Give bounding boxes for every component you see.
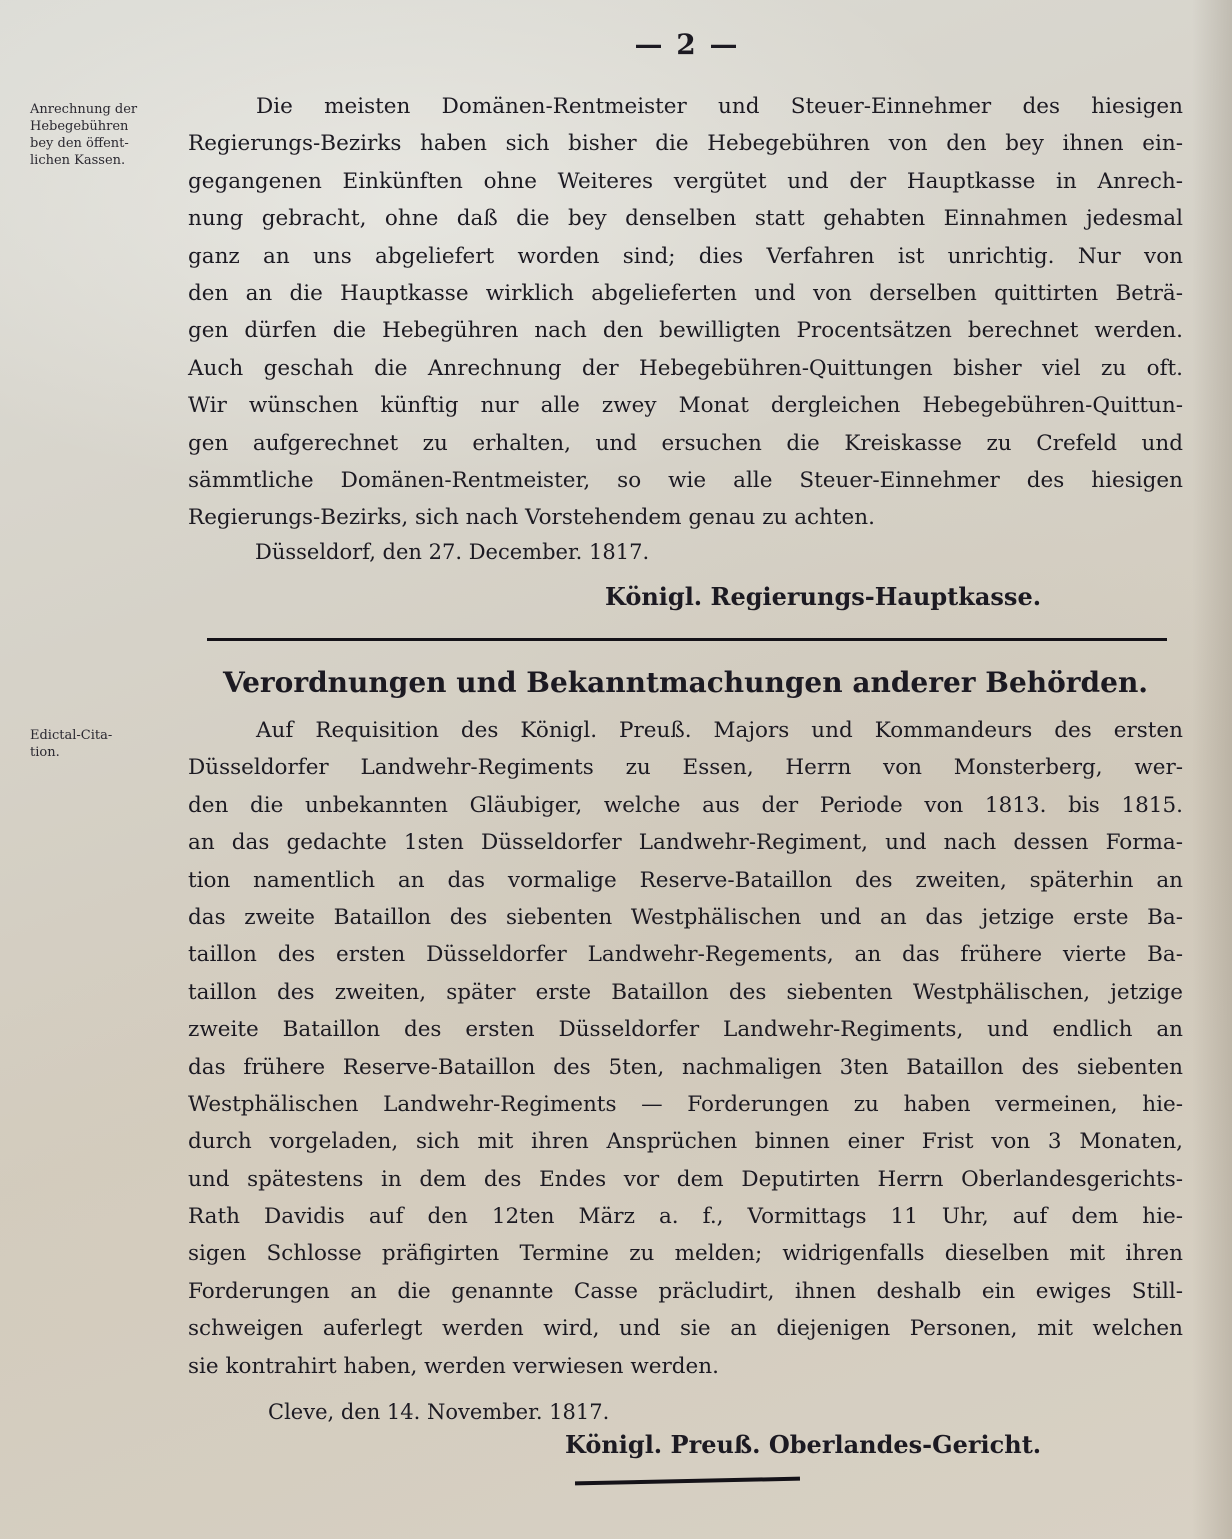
text-line: nung gebracht, ohne daß die bey denselben statt gehabten Einnahmen jedesmal — [188, 206, 1183, 232]
paragraph-hebegebuehren — [188, 88, 1183, 537]
text-line: den an die Hauptkasse wirklich abgelieferten und von derselben quittirten Beträ- — [188, 280, 1183, 306]
text-line: Auch geschah die Anrechnung der Hebegebühren-Quittungen bisher viel zu oft. — [188, 355, 1183, 381]
text-line: taillon des zweiten, später erste Bataillon des siebenten Westphälischen, jetzige — [188, 979, 1183, 1005]
margin-note-line: bey den öffent- — [30, 136, 129, 151]
text-line: Westphälischen Landwehr-Regiments — Forderungen zu haben vermeinen, hie- — [188, 1091, 1183, 1117]
text-line: Die meisten Domänen-Rentmeister und Steuer-Einnehmer des hiesigen — [256, 94, 1183, 119]
margin-note-anrechnung — [30, 101, 180, 169]
page-number: — 2 — — [634, 28, 740, 61]
closing-rule — [575, 1477, 800, 1486]
text-line: gen dürfen die Hebegühren nach den bewilligten Procentsätzen berechnet werden. — [188, 318, 1183, 344]
text-line: sämmtliche Domänen-Rentmeister, so wie alle Steuer-Einnehmer des hiesigen — [188, 467, 1183, 493]
text-line: Rath Davidis auf den 12ten März a. f., Vormittags 11 Uhr, auf dem hie- — [188, 1204, 1183, 1230]
text-line: durch vorgeladen, sich mit ihren Ansprüchen binnen einer Frist von 3 Monaten, — [188, 1129, 1183, 1155]
page-edge-shadow — [1192, 0, 1232, 1539]
section-heading: Verordnungen und Bekanntmachungen anderer Behörden. — [222, 666, 1149, 699]
margin-note-edictal-citation — [30, 727, 180, 761]
text-line: Düsseldorfer Landwehr-Regiments zu Essen, Herrn von Monsterberg, wer- — [188, 755, 1183, 781]
text-line: Wir wünschen künftig nur alle zwey Monat dergleichen Hebegebühren-Quittun- — [188, 393, 1183, 419]
dateline-cleve: Cleve, den 14. November. 1817. — [268, 1400, 610, 1424]
dateline-duesseldorf: Düsseldorf, den 27. December. 1817. — [255, 540, 650, 564]
text-line: zweite Bataillon des ersten Düsseldorfer Landwehr-Regiments, und endlich an — [188, 1017, 1183, 1043]
text-line: sigen Schlosse präfigirten Termine zu melden; widrigenfalls dieselben mit ihren — [188, 1241, 1183, 1267]
signature-oberlandes-gericht: Königl. Preuß. Oberlandes-Gericht. — [565, 1430, 1042, 1459]
section-divider — [207, 638, 1167, 641]
text-line: das zweite Bataillon des siebenten Westphälischen und an das jetzige erste Ba- — [188, 904, 1183, 930]
margin-note-line: lichen Kassen. — [30, 153, 126, 168]
margin-note-line: Edictal-Cita- — [30, 728, 113, 743]
text-line: gen aufgerechnet zu erhalten, und ersuchen die Kreiskasse zu Crefeld und — [188, 430, 1183, 456]
text-line: ganz an uns abgeliefert worden sind; dies Verfahren ist unrichtig. Nur von — [188, 243, 1183, 269]
signature-regierungs-hauptkasse: Königl. Regierungs-Hauptkasse. — [605, 582, 1042, 611]
paragraph-edictal-citation — [188, 712, 1183, 1385]
text-line: gegangenen Einkünften ohne Weiteres vergütet und der Hauptkasse in Anrech- — [188, 168, 1183, 194]
text-line: den die unbekannten Gläubiger, welche aus der Periode von 1813. bis 1815. — [188, 792, 1183, 818]
margin-note-line: tion. — [30, 745, 60, 760]
margin-note-line: Anrechnung der — [30, 102, 138, 117]
text-line: tion namentlich an das vormalige Reserve-Bataillon des zweiten, späterhin an — [188, 867, 1183, 893]
text-line: an das gedachte 1sten Düsseldorfer Landwehr-Regiment, und nach dessen Forma- — [188, 830, 1183, 856]
margin-note-line: Hebegebühren — [30, 119, 129, 134]
text-line: sie kontrahirt haben, werden verwiesen werden. — [188, 1353, 719, 1379]
text-line: taillon des ersten Düsseldorfer Landwehr-Regements, an das frühere vierte Ba- — [188, 942, 1183, 968]
text-line: und spätestens in dem des Endes vor dem Deputirten Herrn Oberlandesgerichts- — [188, 1166, 1183, 1192]
text-line: Regierungs-Bezirks haben sich bisher die Hebegebühren von den bey ihnen ein- — [188, 131, 1183, 157]
text-line: schweigen auferlegt werden wird, und sie an diejenigen Personen, mit welchen — [188, 1316, 1183, 1342]
text-line: Regierungs-Bezirks, sich nach Vorstehendem genau zu achten. — [188, 505, 875, 531]
text-line: das frühere Reserve-Bataillon des 5ten, nachmaligen 3ten Bataillon des siebenten — [188, 1054, 1183, 1080]
text-line: Forderungen an die genannte Casse präcludirt, ihnen deshalb ein ewiges Still- — [188, 1278, 1183, 1304]
text-line: Auf Requisition des Königl. Preuß. Majors und Kommandeurs des ersten — [256, 718, 1183, 743]
